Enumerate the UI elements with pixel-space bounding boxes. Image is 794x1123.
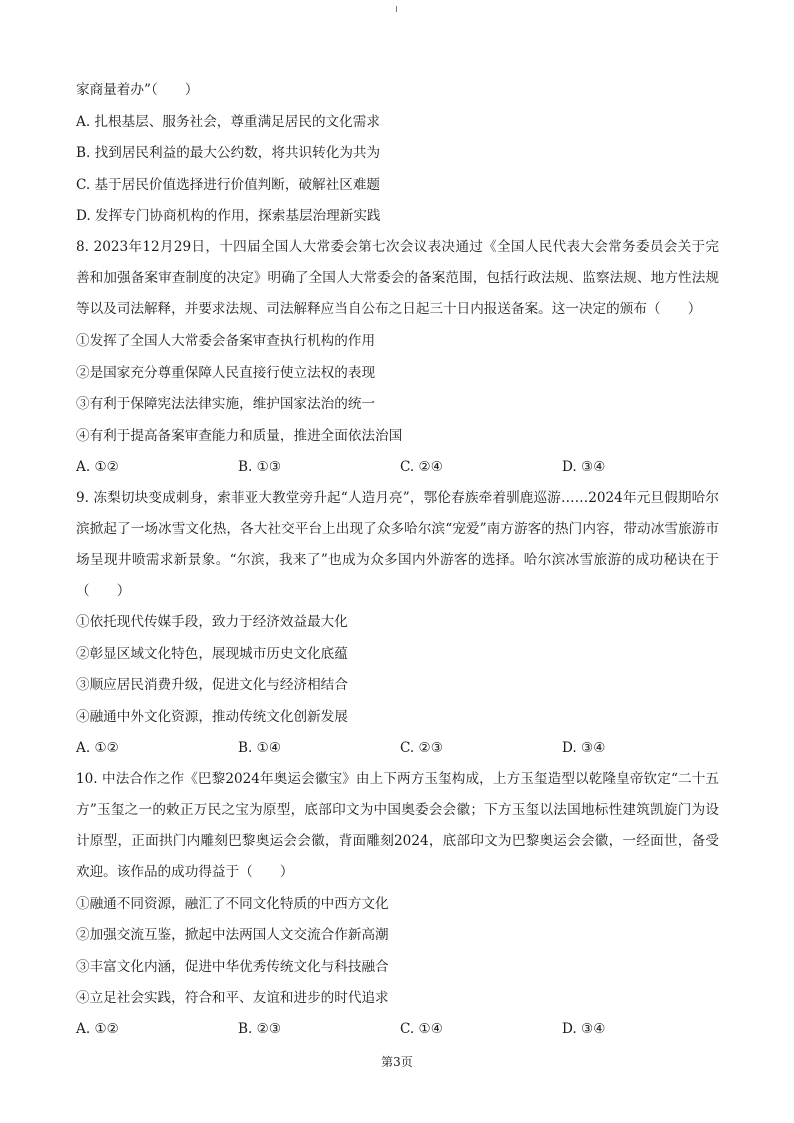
q9-item-1: ①依托现代传媒手段，致力于经济效益最大化 (76, 614, 348, 630)
q8-stem: 8. 2023年12月29日，十四届全国人大常委会第七次会议表决通过《全国人民代表大会常务委员会关于完善和加强备案审查制度的决定》明确了全国人大常委会的备案范围，包括行政法规、监察法规、地方性法规等以及司法解释，并要求法规、司法解释应当自公布之日起三十日内报送备案。这一决定的颁布（ ） (76, 239, 719, 317)
q7-option-d: D. 发挥专门协商机构的作用，探索基层治理新实践 (76, 208, 381, 224)
q8-choice-d: D. ③④ (562, 459, 606, 475)
q8-item-1: ①发挥了全国人大常委会备案审查执行机构的作用 (76, 333, 376, 349)
q9-choice-b: B. ①④ (238, 740, 282, 756)
q9-item-2: ②彰显区域文化特色，展现城市历史文化底蕴 (76, 646, 348, 662)
q8-choices (76, 457, 719, 477)
q10-item-3: ③丰富文化内涵，促进中华优秀传统文化与科技融合 (76, 959, 389, 975)
q8-item-3: ③有利于保障宪法法律实施，维护国家法治的统一 (76, 396, 376, 412)
q10-item-4: ④立足社会实践，符合和平、友谊和进步的时代追求 (76, 990, 389, 1006)
q10-choices (76, 1019, 719, 1039)
q9-choice-d: D. ③④ (562, 740, 606, 756)
q10-choice-a: A. ①② (76, 1021, 119, 1037)
q8-item-2: ②是国家充分尊重保障人民直接行使立法权的表现 (76, 365, 376, 381)
q9-choices (76, 738, 719, 758)
q9-stem: 9. 冻梨切块变成刺身，索菲亚大教堂旁升起“人造月亮”，鄂伦春族牵着驯鹿巡游……2024年元旦假期哈尔滨掀起了一场冰雪文化热，各大社交平台上出现了众多哈尔滨“宠爱”南方游客的热门内容，带动冰雪旅游市场呈现井喷需求新景象。“尔滨，我来了”也成为众多国内外游客的选择。哈尔滨冰雪旅游的成功秘诀在于（ ） (76, 490, 719, 599)
q7-option-b: B. 找到居民利益的最大公约数，将共识转化为共为 (76, 145, 381, 161)
q9-choice-c: C. ②③ (400, 740, 443, 756)
q9-choice-a: A. ①② (76, 740, 119, 756)
q10-choice-c: C. ①④ (400, 1021, 443, 1037)
q8-item-4: ④有利于提高备案审查能力和质量，推进全面依法治国 (76, 428, 403, 444)
q7-option-a: A. 扎根基层、服务社会，尊重满足居民的文化需求 (76, 114, 380, 130)
q10-item-1: ①融通不同资源，融汇了不同文化特质的中西方文化 (76, 896, 389, 912)
q9-item-3: ③顺应居民消费升级，促进文化与经济相结合 (76, 677, 348, 693)
q10-choice-d: D. ③④ (562, 1021, 606, 1037)
q8-choice-b: B. ①③ (238, 459, 282, 475)
q10-stem: 10. 中法合作之作《巴黎2024年奥运会徽宝》由上下两方玉玺构成，上方玉玺造型以乾隆皇帝钦定“二十五方”玉玺之一的敕正万民之宝为原型，底部印文为中国奥委会会徽；下方玉玺以法国地标性建筑凯旋门为设计原型，正面拱门内雕刻巴黎奥运会会徽，背面雕刻2024，底部印文为巴黎奥运会会徽，一经面世，备受欢迎。该作品的成功得益于（ ） (76, 771, 719, 880)
q8-choice-c: C. ②④ (400, 459, 443, 475)
q8-choice-a: A. ①② (76, 459, 119, 475)
q10-item-2: ②加强交流互鉴，掀起中法两国人文交流合作新高潮 (76, 927, 389, 943)
q7-stem-tail: 家商量着办”（ ） (76, 82, 199, 98)
q7-option-c: C. 基于居民价值选择进行价值判断，破解社区难题 (76, 177, 381, 193)
page-number: 第3页 (381, 1055, 413, 1069)
top-center-tick (396, 6, 397, 12)
q9-item-4: ④融通中外文化资源，推动传统文化创新发展 (76, 709, 348, 725)
q10-choice-b: B. ②③ (238, 1021, 282, 1037)
